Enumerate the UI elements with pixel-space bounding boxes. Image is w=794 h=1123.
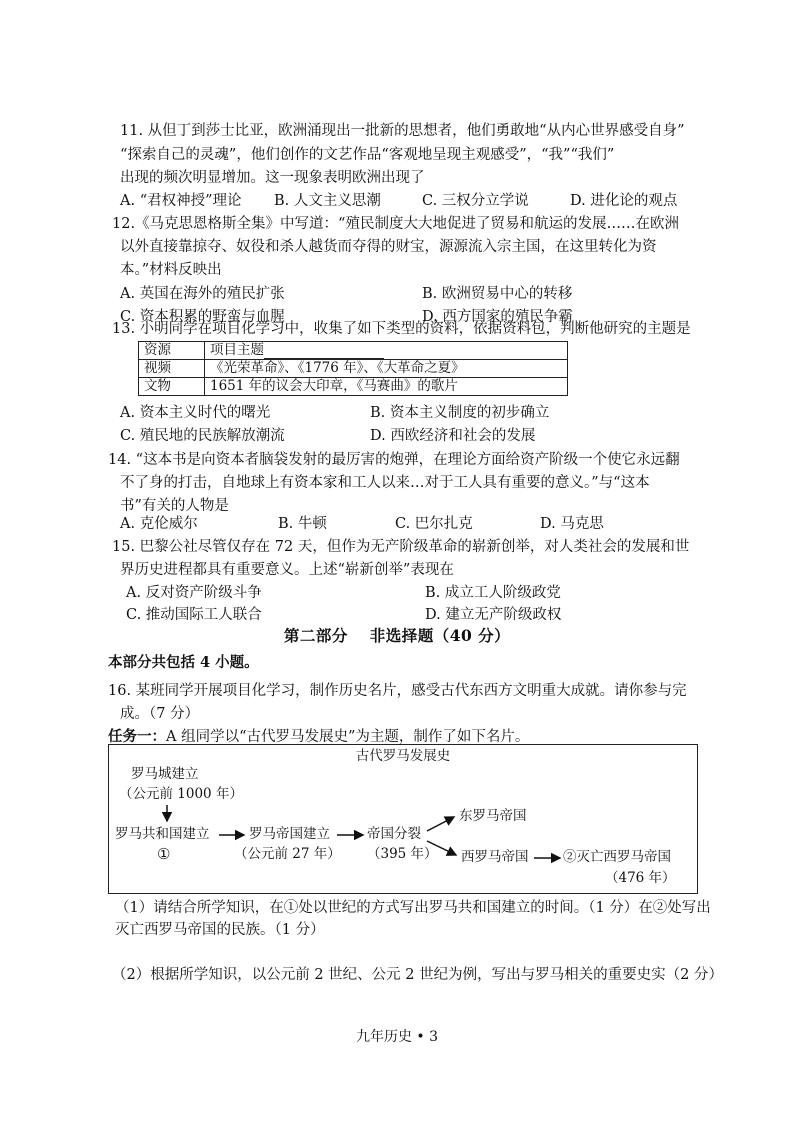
q15-line-1: 15. 巴黎公社尽管仅存在 72 天，但作为无产阶级革命的崭新创举，对人类社会的发展和世 — [112, 539, 690, 555]
q15-line-2: 界历史进程都具有重要意义。上述“崭新创举”表现在 — [120, 562, 454, 578]
q13-option-a: A. 资本主义时代的曙光 — [120, 405, 271, 421]
card-title: 古代罗马发展史 — [355, 748, 451, 764]
q11-line-1: 11. 从但丁到莎士比亚，欧洲涌现出一批新的思想者，他们勇敢地“从内心世界感受自身” — [120, 123, 685, 139]
q14-line-1: 14. “这本书是向资本者脑袋发射的最厉害的炮弹，在理论方面给资产阶级一个使它永远翻 — [108, 452, 680, 468]
empire-founding: 罗马帝国建立 — [249, 826, 330, 842]
q16-sub2: （2）根据所学知识，以公元前 2 世纪、公元 2 世纪为例，写出与罗马相关的重要史实（2 分） — [112, 967, 723, 983]
western-roman-empire: 西罗马帝国 — [461, 849, 529, 865]
q14-option-a: A. 克伦威尔 — [120, 516, 198, 532]
fall-date: （476 年） — [605, 870, 676, 886]
table-cell — [205, 342, 568, 360]
table-row — [139, 342, 568, 360]
table-cell: 资源 — [139, 342, 205, 360]
eastern-roman-empire: 东罗马帝国 — [459, 808, 527, 824]
empire-founding-date: （公元前 27 年） — [234, 846, 341, 862]
table-cell: 《光荣革命》、《1776 年》、《大革命之夏》 — [205, 360, 568, 378]
table-row — [139, 360, 568, 378]
republic-founding: 罗马共和国建立 — [115, 826, 210, 842]
table-cell: 文物 — [139, 378, 205, 396]
q16-sub1-line-2: 灭亡西罗马帝国的民族。（1 分） — [115, 922, 325, 938]
empire-split-date: （395 年） — [367, 846, 438, 862]
q12-line-2: 以外直接靠掠夺、奴役和杀人越货而夺得的财宝，源源流入宗主国，在这里转化为资 — [120, 239, 657, 255]
table-cell: 视频 — [139, 360, 205, 378]
table-cell: 1651 年的议会大印章，《马赛曲》的歌片 — [205, 378, 568, 396]
q14-line-3: 书”有关的人物是 — [120, 498, 229, 514]
q12-line-1: 12.《马克思恩格斯全集》中写道：“殖民制度大大地促进了贸易和航运的发展……在欧洲 — [112, 216, 679, 232]
task1-label: 任务一： — [108, 728, 166, 745]
part2-note: 本部分共包括 4 小题。 — [108, 654, 259, 671]
empire-split: 帝国分裂 — [367, 826, 421, 842]
resource-table — [138, 341, 568, 396]
q15-option-b: B. 成立工人阶级政党 — [425, 585, 561, 601]
rome-history-card — [108, 744, 698, 894]
q11-option-a: A. “君权神授”理论 — [120, 193, 242, 209]
q11-option-c: C. 三权分立学说 — [422, 193, 529, 209]
q12-option-a: A. 英国在海外的殖民扩张 — [120, 286, 285, 302]
q12-option-c: C. 资本积累的野蛮与血腥 — [120, 309, 285, 325]
timeline-arrows — [109, 745, 697, 893]
q16-sub1-line-1: （1）请结合所学知识，在①处以世纪的方式写出罗马共和国建立的时间。（1 分）在②处写出 — [115, 900, 711, 916]
q14-option-b: B. 牛顿 — [278, 516, 327, 532]
q12-line-3: 本。”材料反映出 — [120, 262, 222, 278]
q11-option-d: D. 进化论的观点 — [570, 193, 678, 209]
q12-option-b: B. 欧洲贸易中心的转移 — [422, 286, 573, 302]
rome-founding-date: （公元前 1000 年） — [119, 786, 243, 802]
q16-line-2: 成。（7 分） — [120, 706, 200, 722]
answer-blank — [264, 344, 384, 359]
q15-option-a: A. 反对资产阶级斗争 — [126, 585, 262, 601]
q13-option-d: D. 西欧经济和社会的发展 — [370, 428, 536, 444]
q14-option-c: C. 巴尔扎克 — [395, 516, 473, 532]
rome-founding: 罗马城建立 — [131, 766, 199, 782]
q14-option-d: D. 马克思 — [540, 516, 604, 532]
fall-of-west-rome: ②灭亡西罗马帝国 — [563, 849, 671, 865]
q13-option-b: B. 资本主义制度的初步确立 — [370, 405, 550, 421]
q14-line-2: 不了身的打击，自地球上有资本家和工人以来…对于工人具有重要的意义。”与“这本 — [120, 475, 650, 491]
q13-option-c: C. 殖民地的民族解放潮流 — [120, 428, 285, 444]
marker-1: ① — [157, 845, 171, 863]
q11-line-2: “探索自己的灵魂”，他们创作的文艺作品“客观地呈现主观感受”，“我”“我们” — [120, 147, 615, 163]
q15-option-d: D. 建立无产阶级政权 — [425, 607, 562, 623]
q16-line-1: 16. 某班同学开展项目化学习，制作历史名片，感受古代东西方文明重大成就。请你参与完 — [108, 683, 687, 699]
topic-label: 项目主题 — [210, 342, 264, 358]
q13-line: 13. 小明同学在项目化学习中，收集了如下类型的资料，依据资料包，判断他研究的主题是 — [112, 321, 691, 337]
page-footer: 九年历史 • 3 — [355, 1029, 439, 1045]
table-row — [139, 378, 568, 396]
q12-option-d: D. 西方国家的殖民争霸 — [422, 309, 573, 325]
task1-text: A 组同学以“古代罗马发展史”为主题，制作了如下名片。 — [166, 729, 530, 745]
q11-option-b: B. 人文主义思潮 — [274, 193, 381, 209]
q11-line-3: 出现的频次明显增加。这一现象表明欧洲出现了 — [120, 170, 425, 186]
part2-title: 第二部分 非选择题（40 分） — [283, 626, 511, 645]
q15-option-c: C. 推动国际工人联合 — [126, 607, 262, 623]
